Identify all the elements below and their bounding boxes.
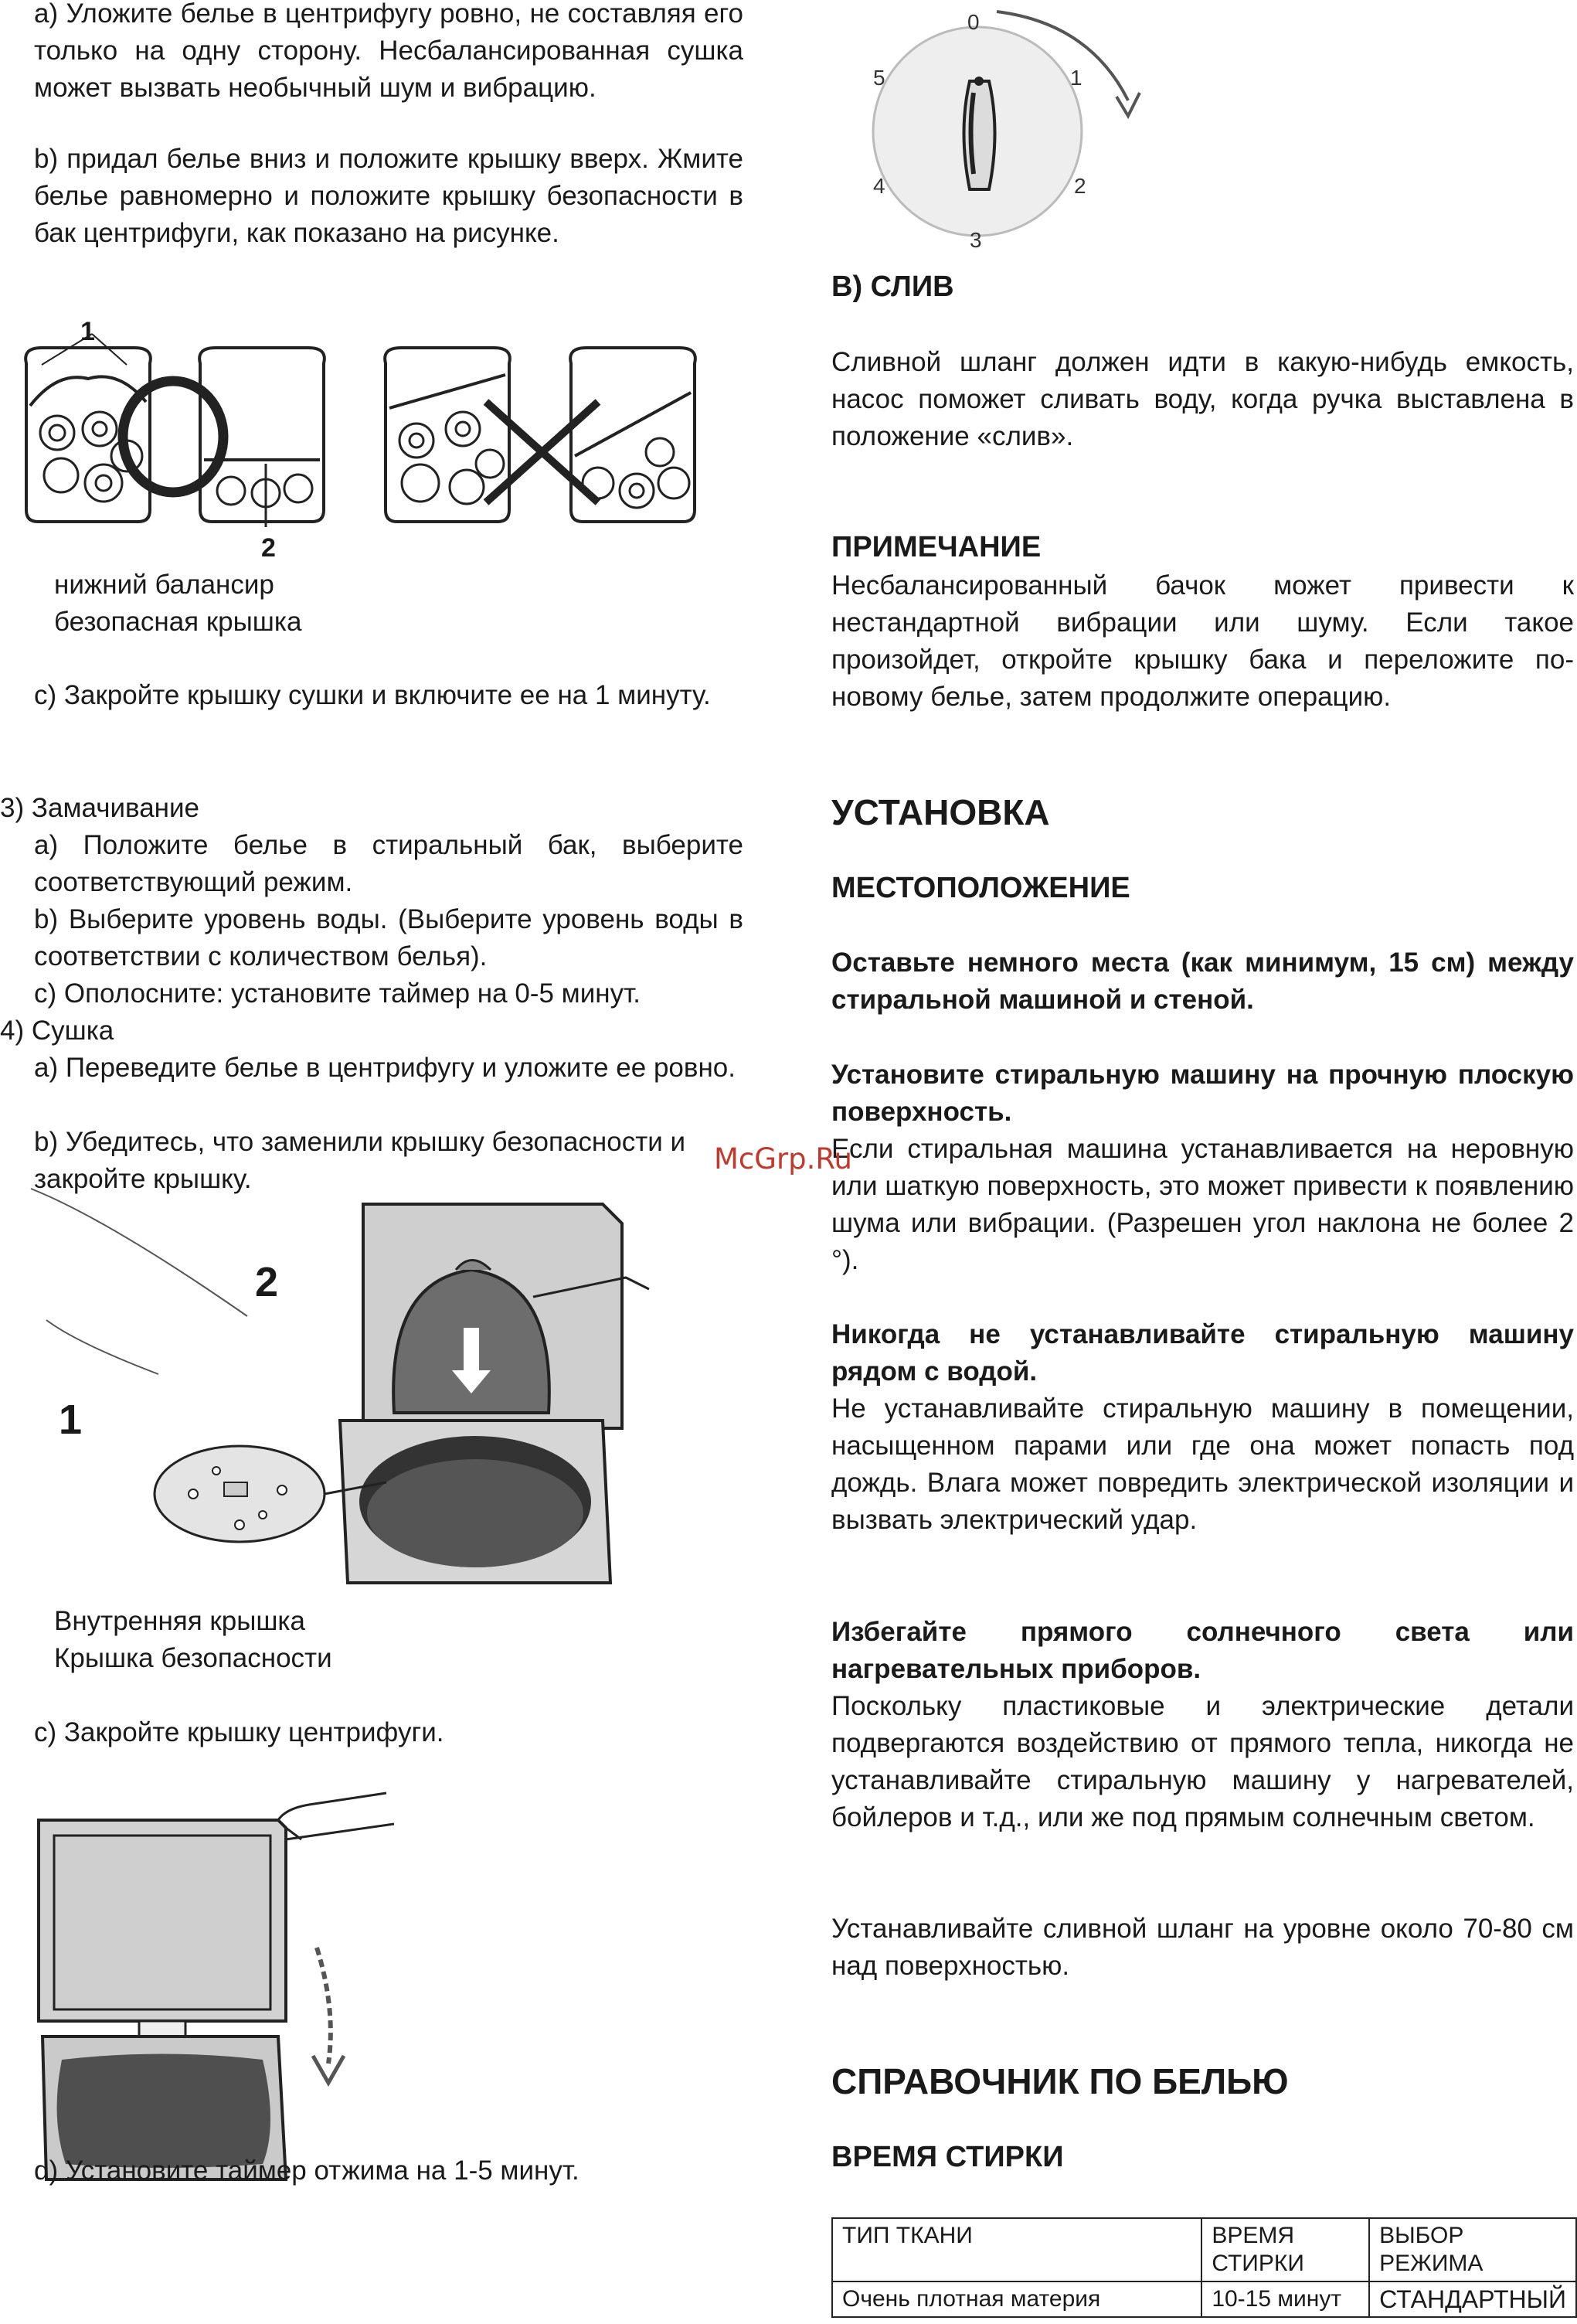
figure2-label-1: 1 (59, 1397, 83, 1443)
header-mode: ВЫБОР РЕЖИМА (1369, 2218, 1576, 2281)
dry-title: 4) Сушка (0, 1016, 114, 1046)
dry-d: d) Установите таймер отжима на 1-5 минут. (34, 2156, 579, 2186)
figure2-caption-1: Внутренняя крышка (54, 1606, 305, 1636)
note-text: Несбалансированный бачок может привести к нестандартной вибрации или шуму. Если такое произойдет, откройте крышку бака и переложите по-новому белье, затем продолжите операцию. (831, 570, 1574, 712)
figure1-label-2: 2 (261, 533, 276, 563)
water-text: Не устанавливайте стиральную машину в помещении, насыщенном парами или где она может попасть под дождь. Влага может повредить электрической изоляции и вызвать электрический удар. (831, 1393, 1574, 1535)
header-wash-time: ВРЕМЯ СТИРКИ (1201, 2218, 1369, 2281)
dry-b: b) Убедитесь, что заменили крышку безопасности и закройте крышку. (34, 1127, 686, 1194)
cell-fabric: Очень плотная материя (832, 2281, 1201, 2317)
space-note: Оставьте немного места (как минимум, 15 см) между стиральной машиной и стеной. (831, 948, 1574, 1015)
dial-mark-2: 2 (1074, 174, 1086, 198)
location-title: МЕСТОПОЛОЖЕНИЕ (831, 872, 1130, 904)
dial-mark-1: 1 (1070, 66, 1082, 90)
install-title: УСТАНОВКА (831, 792, 1050, 832)
water-section (831, 1316, 1574, 1539)
figure2-caption-2: Крышка безопасности (54, 1643, 332, 1673)
figure1-caption-1: нижний балансир (54, 570, 274, 600)
surface-section (831, 1057, 1574, 1279)
dial-mark-3: 3 (970, 228, 982, 252)
instruction-c: c) Закройте крышку сушки и включите ее на 1 минуту. (34, 680, 711, 710)
soak-b: b) Выберите уровень воды. (Выберите уровень воды в соответствии с количеством белья). (34, 904, 743, 971)
dry-a: a) Переведите белье в центрифугу и уложите ее ровно. (34, 1053, 736, 1083)
drain-title: В) СЛИВ (831, 271, 954, 303)
sun-text: Поскольку пластиковые и электрические детали подвергаются воздействию от прямого тепла, никогда не устанавливайте стиральную машину у нагревателей, бойлеров и т.д., или же под прямым солнечным светом. (831, 1691, 1574, 1832)
surface-text: Если стиральная машина устанавливается на неровную или шаткую поверхность, это может привести к появлению шума или вибрации. (Разрешен угол наклона не более 2 °). (831, 1134, 1574, 1275)
soak-c: c) Ополосните: установите таймер на 0-5 минут. (34, 978, 641, 1009)
table-header-row (832, 2218, 1576, 2281)
soak-a: a) Положите белье в стиральный бак, выберите соответствующий режим. (34, 830, 743, 897)
hose-text: Устанавливайте сливной шланг на уровне около 70-80 см над поверхностью. (831, 1914, 1574, 1981)
watermark: McGrp.Ru (714, 1142, 852, 1176)
balance-figure (11, 317, 706, 564)
dial-mark-0: 0 (967, 10, 980, 34)
timer-dial (858, 8, 1167, 255)
guide-title: СПРАВОЧНИК ПО БЕЛЬЮ (831, 2061, 1289, 2101)
header-fabric: ТИП ТКАНИ (832, 2218, 1201, 2281)
instruction-a: a) Уложите белье в центрифугу ровно, не составляя его только на одну сторону. Несбалансированная сушка может вызвать необычный шум и вибрацию. (34, 0, 743, 103)
table-row (832, 2281, 1576, 2317)
dial-mark-4: 4 (873, 174, 885, 198)
soak-title: 3) Замачивание (0, 793, 200, 823)
wash-time-table (831, 2217, 1577, 2318)
surface-heading: Установите стиральную машину на прочную плоскую поверхность. (831, 1060, 1574, 1127)
drain-text: Сливной шланг должен идти в какую-нибудь емкость, насос поможет сливать воду, когда ручка выставлена в положение «слив». (831, 347, 1574, 451)
sun-section (831, 1614, 1574, 1836)
close-lid-figure (31, 1778, 433, 2187)
water-heading: Никогда не устанавливайте стиральную машину рядом с водой. (831, 1319, 1574, 1387)
dry-c: c) Закройте крышку центрифуги. (34, 1717, 444, 1747)
figure1-label-1: 1 (80, 317, 95, 346)
figure1-caption-2: безопасная крышка (54, 607, 302, 637)
dial-mark-5: 5 (873, 66, 885, 90)
instruction-b: b) придал белье вниз и положите крышку вверх. Жмите белье равномерно и положите крышку безопасности в бак центрифуги, как показано на рисунке. (34, 144, 743, 248)
cell-mode: СТАНДАРТНЫЙ (1369, 2281, 1576, 2317)
spin-lid-figure (147, 1196, 688, 1598)
wash-time-title: ВРЕМЯ СТИРКИ (831, 2141, 1064, 2173)
cell-wash-time: 10-15 минут (1201, 2281, 1369, 2317)
sun-heading: Избегайте прямого солнечного света или нагревательных приборов. (831, 1617, 1574, 1684)
figure2-label-2: 2 (255, 1259, 279, 1305)
note-title: ПРИМЕЧАНИЕ (831, 531, 1042, 563)
